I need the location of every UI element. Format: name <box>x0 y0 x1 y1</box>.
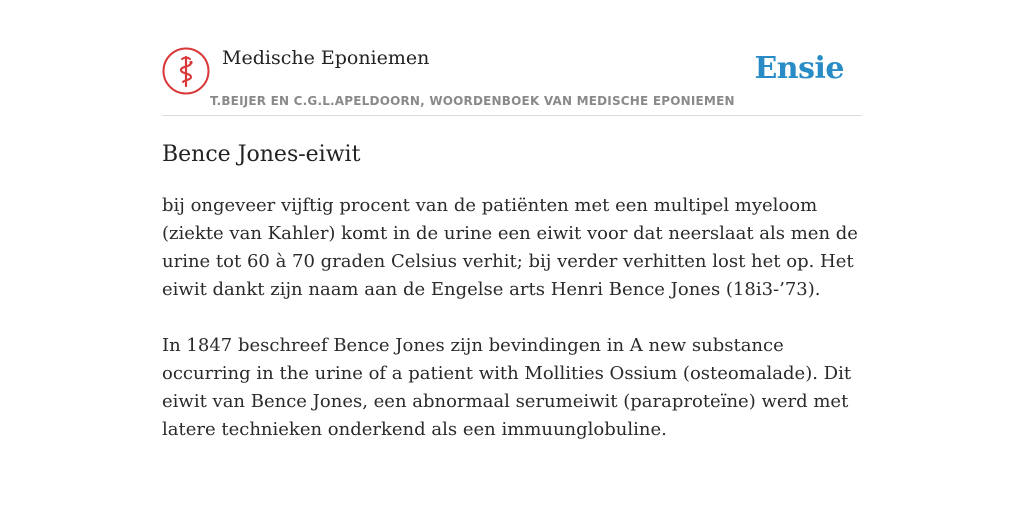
dictionary-subtitle[interactable]: T.BEIJER EN C.G.L.APELDOORN, WOORDENBOEK VAN MEDISCHE EPONIEMEN <box>210 94 735 108</box>
caduceus-icon[interactable] <box>162 47 210 95</box>
entry-body <box>162 192 862 472</box>
entry-paragraph: In 1847 beschreef Bence Jones zijn bevindingen in A new substance occurring in the urine of a patient with Mollities Ossium (osteomalade). Dit eiwit van Bence Jones, een abnormaal serumeiwit (paraproteïne) werd met latere technieken onderkend als een immuunglobuline. <box>162 335 852 440</box>
ensie-logo[interactable]: Ensie <box>754 51 844 86</box>
entry-card <box>162 0 862 512</box>
dictionary-header <box>162 0 862 116</box>
dictionary-title[interactable]: Medische Eponiemen <box>222 47 430 69</box>
entry-title: Bence Jones-eiwit <box>162 142 361 167</box>
entry-paragraph: bij ongeveer vijftig procent van de patiënten met een multipel myeloom (ziekte van Kahler) komt in de urine een eiwit voor dat neerslaat als men de urine tot 60 à 70 graden Celsius verhit; bij verder verhitten lost het op. Het eiwit dankt zijn naam aan de Engelse arts Henri Bence Jones (18i3-’73). <box>162 195 858 300</box>
